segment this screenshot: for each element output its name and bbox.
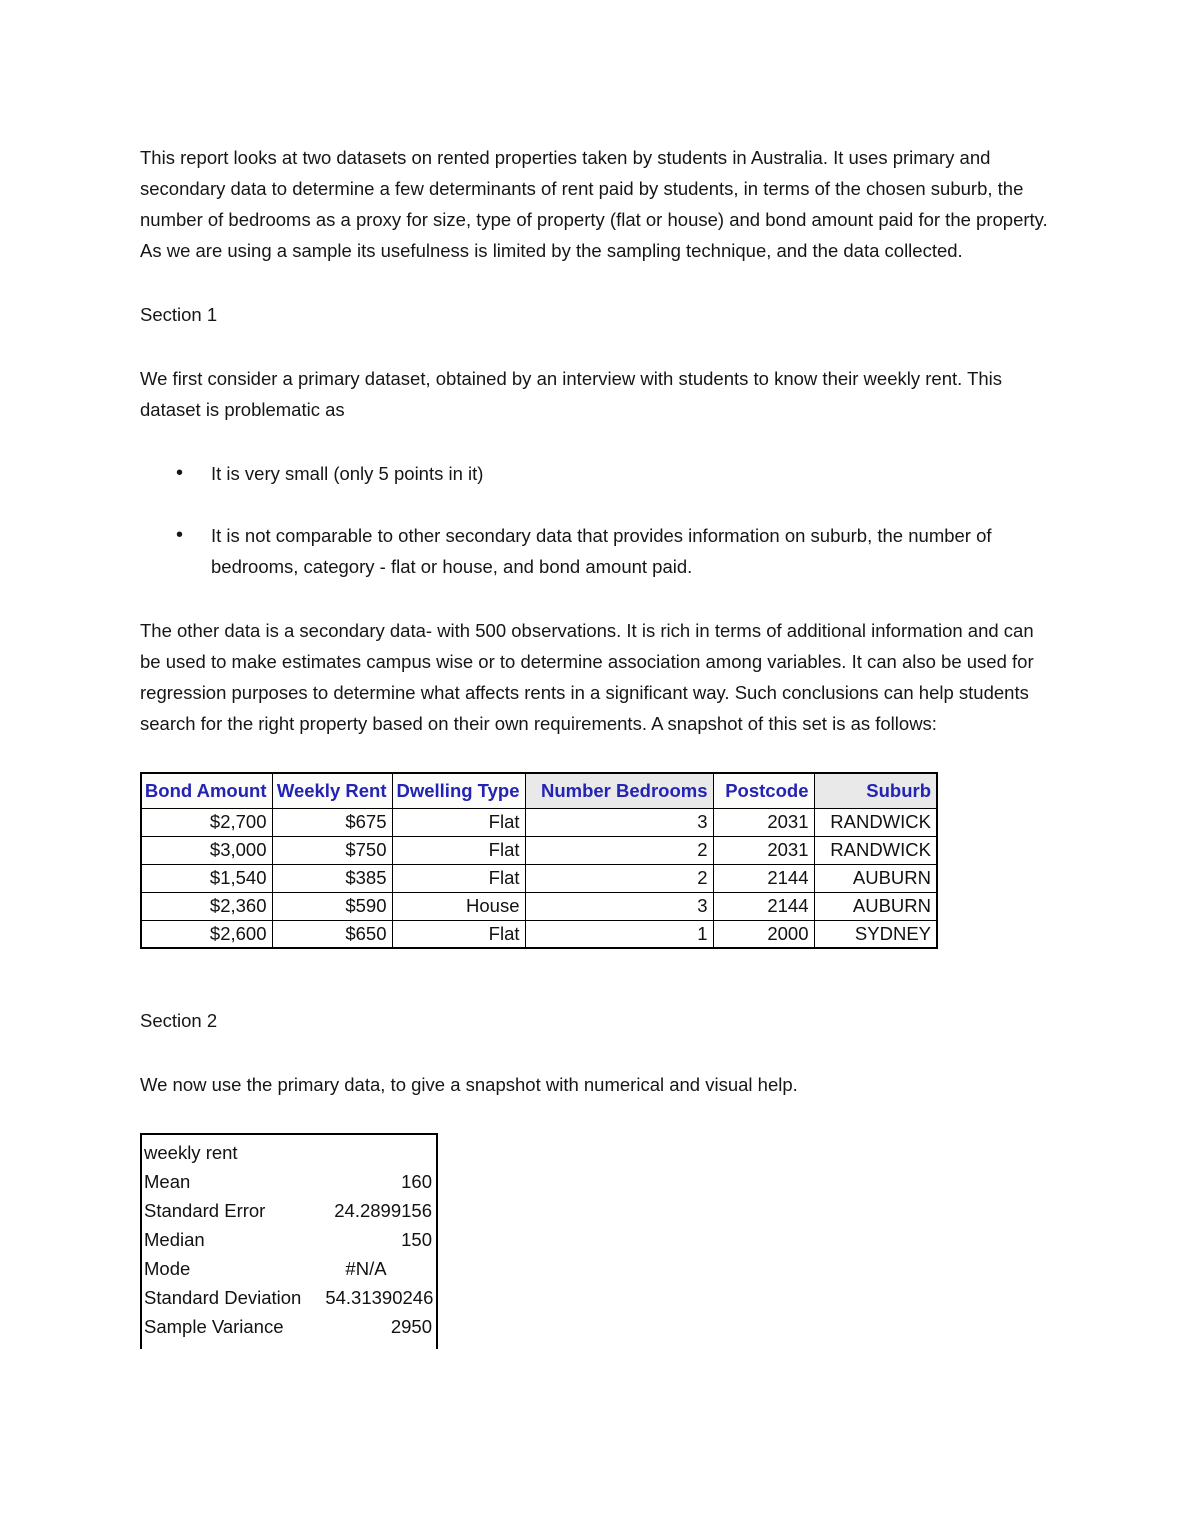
table-cell: Flat [392,836,525,864]
table-header-cell: Postcode [713,773,814,808]
table-cell: $385 [272,864,392,892]
secondary-data-paragraph: The other data is a secondary data- with 500 observations. It is rich in terms of additional information and can be used to make estimates campus wise or to determine association among variables. It can also be used for regression purposes to determine what affects rents in a significant way. Such conclusions can help students search for the right property based on their own requirements. A snapshot of this set is as follows: [140,620,1034,734]
stats-label: Median [144,1229,205,1250]
table-cell: $2,360 [141,892,272,920]
stats-label: Mode [144,1258,191,1279]
stats-value: 54.31390246 [325,1287,434,1308]
list-item: • It is not comparable to other secondary data that provides information on suburb, the number of bedrooms, category - flat or house, and bond amount paid. [176,520,1052,582]
table-cell: RANDWICK [814,836,937,864]
table-cell: 1 [525,920,713,948]
table-cell: $3,000 [141,836,272,864]
table-cell: 2 [525,836,713,864]
table-header-cell: Number Bedrooms [525,773,713,808]
table-cell: 2000 [713,920,814,948]
table-cell: $750 [272,836,392,864]
stats-row [144,1254,432,1283]
stats-value: 24.2899156 [334,1200,432,1221]
table-header-cell: Bond Amount [141,773,272,808]
stats-value: 2950 [390,1316,432,1337]
section1-heading: Section 1 [140,304,218,325]
table-cell: 2 [525,864,713,892]
stats-row [144,1225,432,1254]
table-row [141,808,937,836]
table-cell: Flat [392,808,525,836]
table-header-row [141,773,937,808]
stats-label: Standard Deviation [144,1287,302,1308]
section2-heading: Section 2 [140,1010,218,1031]
table-header-cell: Suburb [814,773,937,808]
table-cell: $1,540 [141,864,272,892]
list-item: • It is very small (only 5 points in it) [176,458,1052,489]
table-cell: $2,700 [141,808,272,836]
table-cell: $590 [272,892,392,920]
intro-paragraph: This report looks at two datasets on rented properties taken by students in Australia. It uses primary and secondary data to determine a few determinants of rent paid by students, in terms of the chosen suburb, the number of bedrooms as a proxy for size, type of property (flat or house) and bond amount paid for the property. As we are using a sample its usefulness is limited by the sampling technique, and the data collected. [140,147,1048,261]
table-cell: House [392,892,525,920]
table-cell: AUBURN [814,864,937,892]
table-cell: 3 [525,808,713,836]
table-row [141,920,937,948]
descriptive-stats-table [140,1133,438,1349]
stats-value: 150 [401,1229,432,1250]
stats-label: Sample Variance [144,1316,284,1337]
table-cell: 2031 [713,836,814,864]
stats-row [144,1167,432,1196]
table-cell: Flat [392,920,525,948]
table-header-cell: Weekly Rent [272,773,392,808]
stats-value: #N/A [345,1258,387,1279]
table-cell: 3 [525,892,713,920]
table-cell: SYDNEY [814,920,937,948]
table-cell: $675 [272,808,392,836]
stats-label: Mean [144,1171,191,1192]
table-cell: RANDWICK [814,808,937,836]
table-cell: AUBURN [814,892,937,920]
table-cell: Flat [392,864,525,892]
stats-row [144,1283,432,1312]
property-table [140,772,938,949]
table-cell: 2144 [713,864,814,892]
stats-row [144,1312,432,1341]
stats-row [144,1196,432,1225]
stats-value: 160 [401,1171,432,1192]
table-cell: $2,600 [141,920,272,948]
section2-paragraph: We now use the primary data, to give a snapshot with numerical and visual help. [140,1074,798,1095]
stats-label: Standard Error [144,1200,266,1221]
table-cell: $650 [272,920,392,948]
table-header-cell: Dwelling Type [392,773,525,808]
stats-title: weekly rent [144,1142,238,1163]
table-row [141,836,937,864]
table-cell: 2031 [713,808,814,836]
table-cell: 2144 [713,892,814,920]
table-row [141,864,937,892]
table-row [141,892,937,920]
section1-paragraph: We first consider a primary dataset, obtained by an interview with students to know their weekly rent. This dataset is problematic as [140,368,1003,420]
bullet-list [176,458,1052,582]
